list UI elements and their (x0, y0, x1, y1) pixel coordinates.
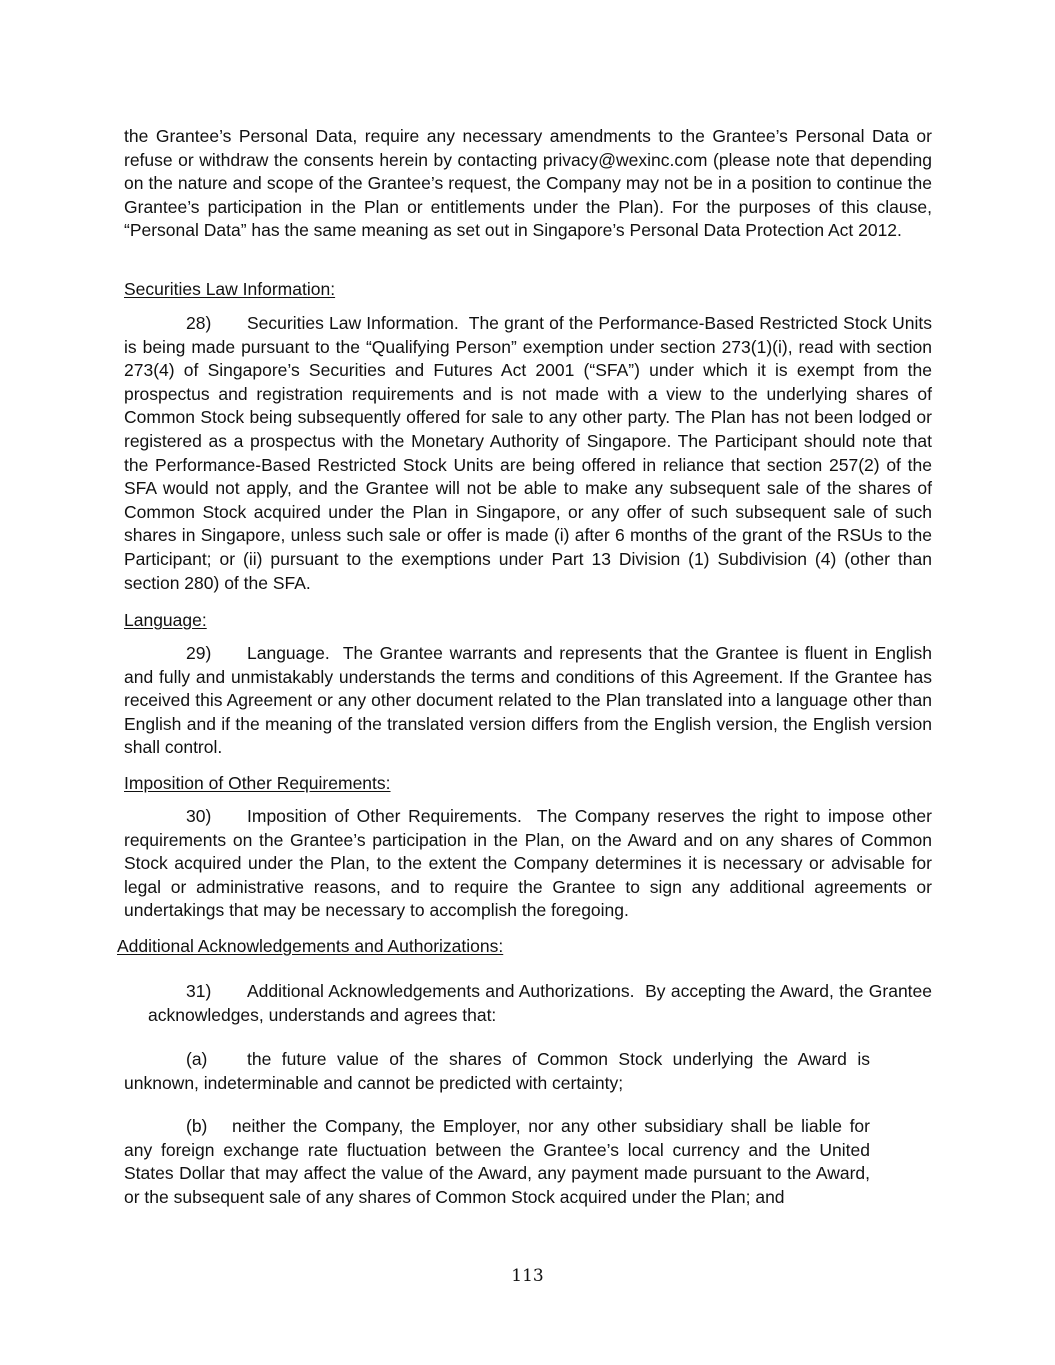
section-heading-language: Language: (124, 610, 207, 630)
section-title: Securities Law Information. (247, 313, 459, 333)
list-item-b (124, 1115, 870, 1209)
section-paragraph-imposition (124, 805, 932, 923)
section-heading-imposition: Imposition of Other Requirements: (124, 773, 391, 793)
section-title: Language. (247, 643, 330, 663)
section-number: 30) (186, 806, 212, 826)
section-number: 31) (186, 981, 212, 1001)
section-paragraph-securities (124, 312, 932, 595)
section-body: The Company reserves the right to impose other requirements on the Grantee’s participation in the Plan, on the Award and on any shares of Common Stock acquired under the Plan, to the extent the Company determines it is necessary or advisable for legal or administrative reasons, and to require the Grantee to sign any additional agreements or undertakings that may be necessary to accomplish the foregoing. (124, 806, 932, 921)
section-number: 28) (186, 313, 212, 333)
section-title: Imposition of Other Requirements. (247, 806, 522, 826)
page-number: 113 (511, 1266, 544, 1286)
section-paragraph-acknowledgements (148, 980, 932, 1027)
list-item-a (124, 1048, 870, 1095)
section-number: 29) (186, 643, 212, 663)
item-label: (b) (186, 1116, 208, 1136)
section-body: The Grantee warrants and represents that the Grantee is fluent in English and fully and unmistakably understands the terms and conditions of this Agreement. If the Grantee has received this Agreement or any other document related to the Plan translated into a language other than English and if the meaning of the translated version differs from the English version, the English version shall control. (124, 643, 932, 758)
section-body: By accepting the Award, the Grantee acknowledges, understands and agrees that: (148, 981, 932, 1025)
item-text: neither the Company, the Employer, nor any other subsidiary shall be liable for any foreign exchange rate fluctuation between the Grantee’s local currency and the United States Dollar that may affect the value of the Award, any payment made pursuant to the Award, or the subsequent sale of any shares of Common Stock acquired under the Plan; and (124, 1116, 870, 1207)
section-title: Additional Acknowledgements and Authorizations. (247, 981, 635, 1001)
section-heading-securities: Securities Law Information: (124, 279, 336, 299)
section-heading-acknowledgements: Additional Acknowledgements and Authorizations: (117, 936, 504, 956)
item-label: (a) (186, 1049, 208, 1069)
section-paragraph-language (124, 642, 932, 760)
section-body: The grant of the Performance-Based Restricted Stock Units is being made pursuant to the “Qualifying Person” exemption under section 273(1)(i), read with section 273(4) of Singapore’s Securities and Futures Act 2001 (“SFA”) under which it is exempt from the prospectus and registration requirements and is not made with a view to the underlying shares of Common Stock being subsequently offered for sale to any other party. The Plan has not been lodged or registered as a prospectus with the Monetary Authority of Singapore. The Participant should note that the Performance-Based Restricted Stock Units are being offered in reliance that section 257(2) of the SFA would not apply, and the Grantee will not be able to make any subsequent sale of the shares of Common Stock acquired under the Plan in Singapore, or any offer of such subsequent sale of such shares in Singapore, unless such sale or offer is made (i) after 6 months of the grant of the RSUs to the Participant; or (ii) pursuant to the exemptions under Part 13 Division (1) Subdivision (4) (other than section 280) of the SFA. (124, 313, 932, 593)
intro-paragraph: the Grantee’s Personal Data, require any necessary amendments to the Grantee’s Personal Data or refuse or withdraw the consents herein by contacting privacy@wexinc.com (please note that depending on the nature and scope of the Grantee’s request, the Company may not be in a position to continue the Grantee’s participation in the Plan or entitlements under the Plan). For the purposes of this clause, “Personal Data” has the same meaning as set out in Singapore’s Personal Data Protection Act 2012. (124, 126, 932, 241)
item-text: the future value of the shares of Common Stock underlying the Award is unknown, indeterminable and cannot be predicted with certainty; (124, 1049, 870, 1093)
